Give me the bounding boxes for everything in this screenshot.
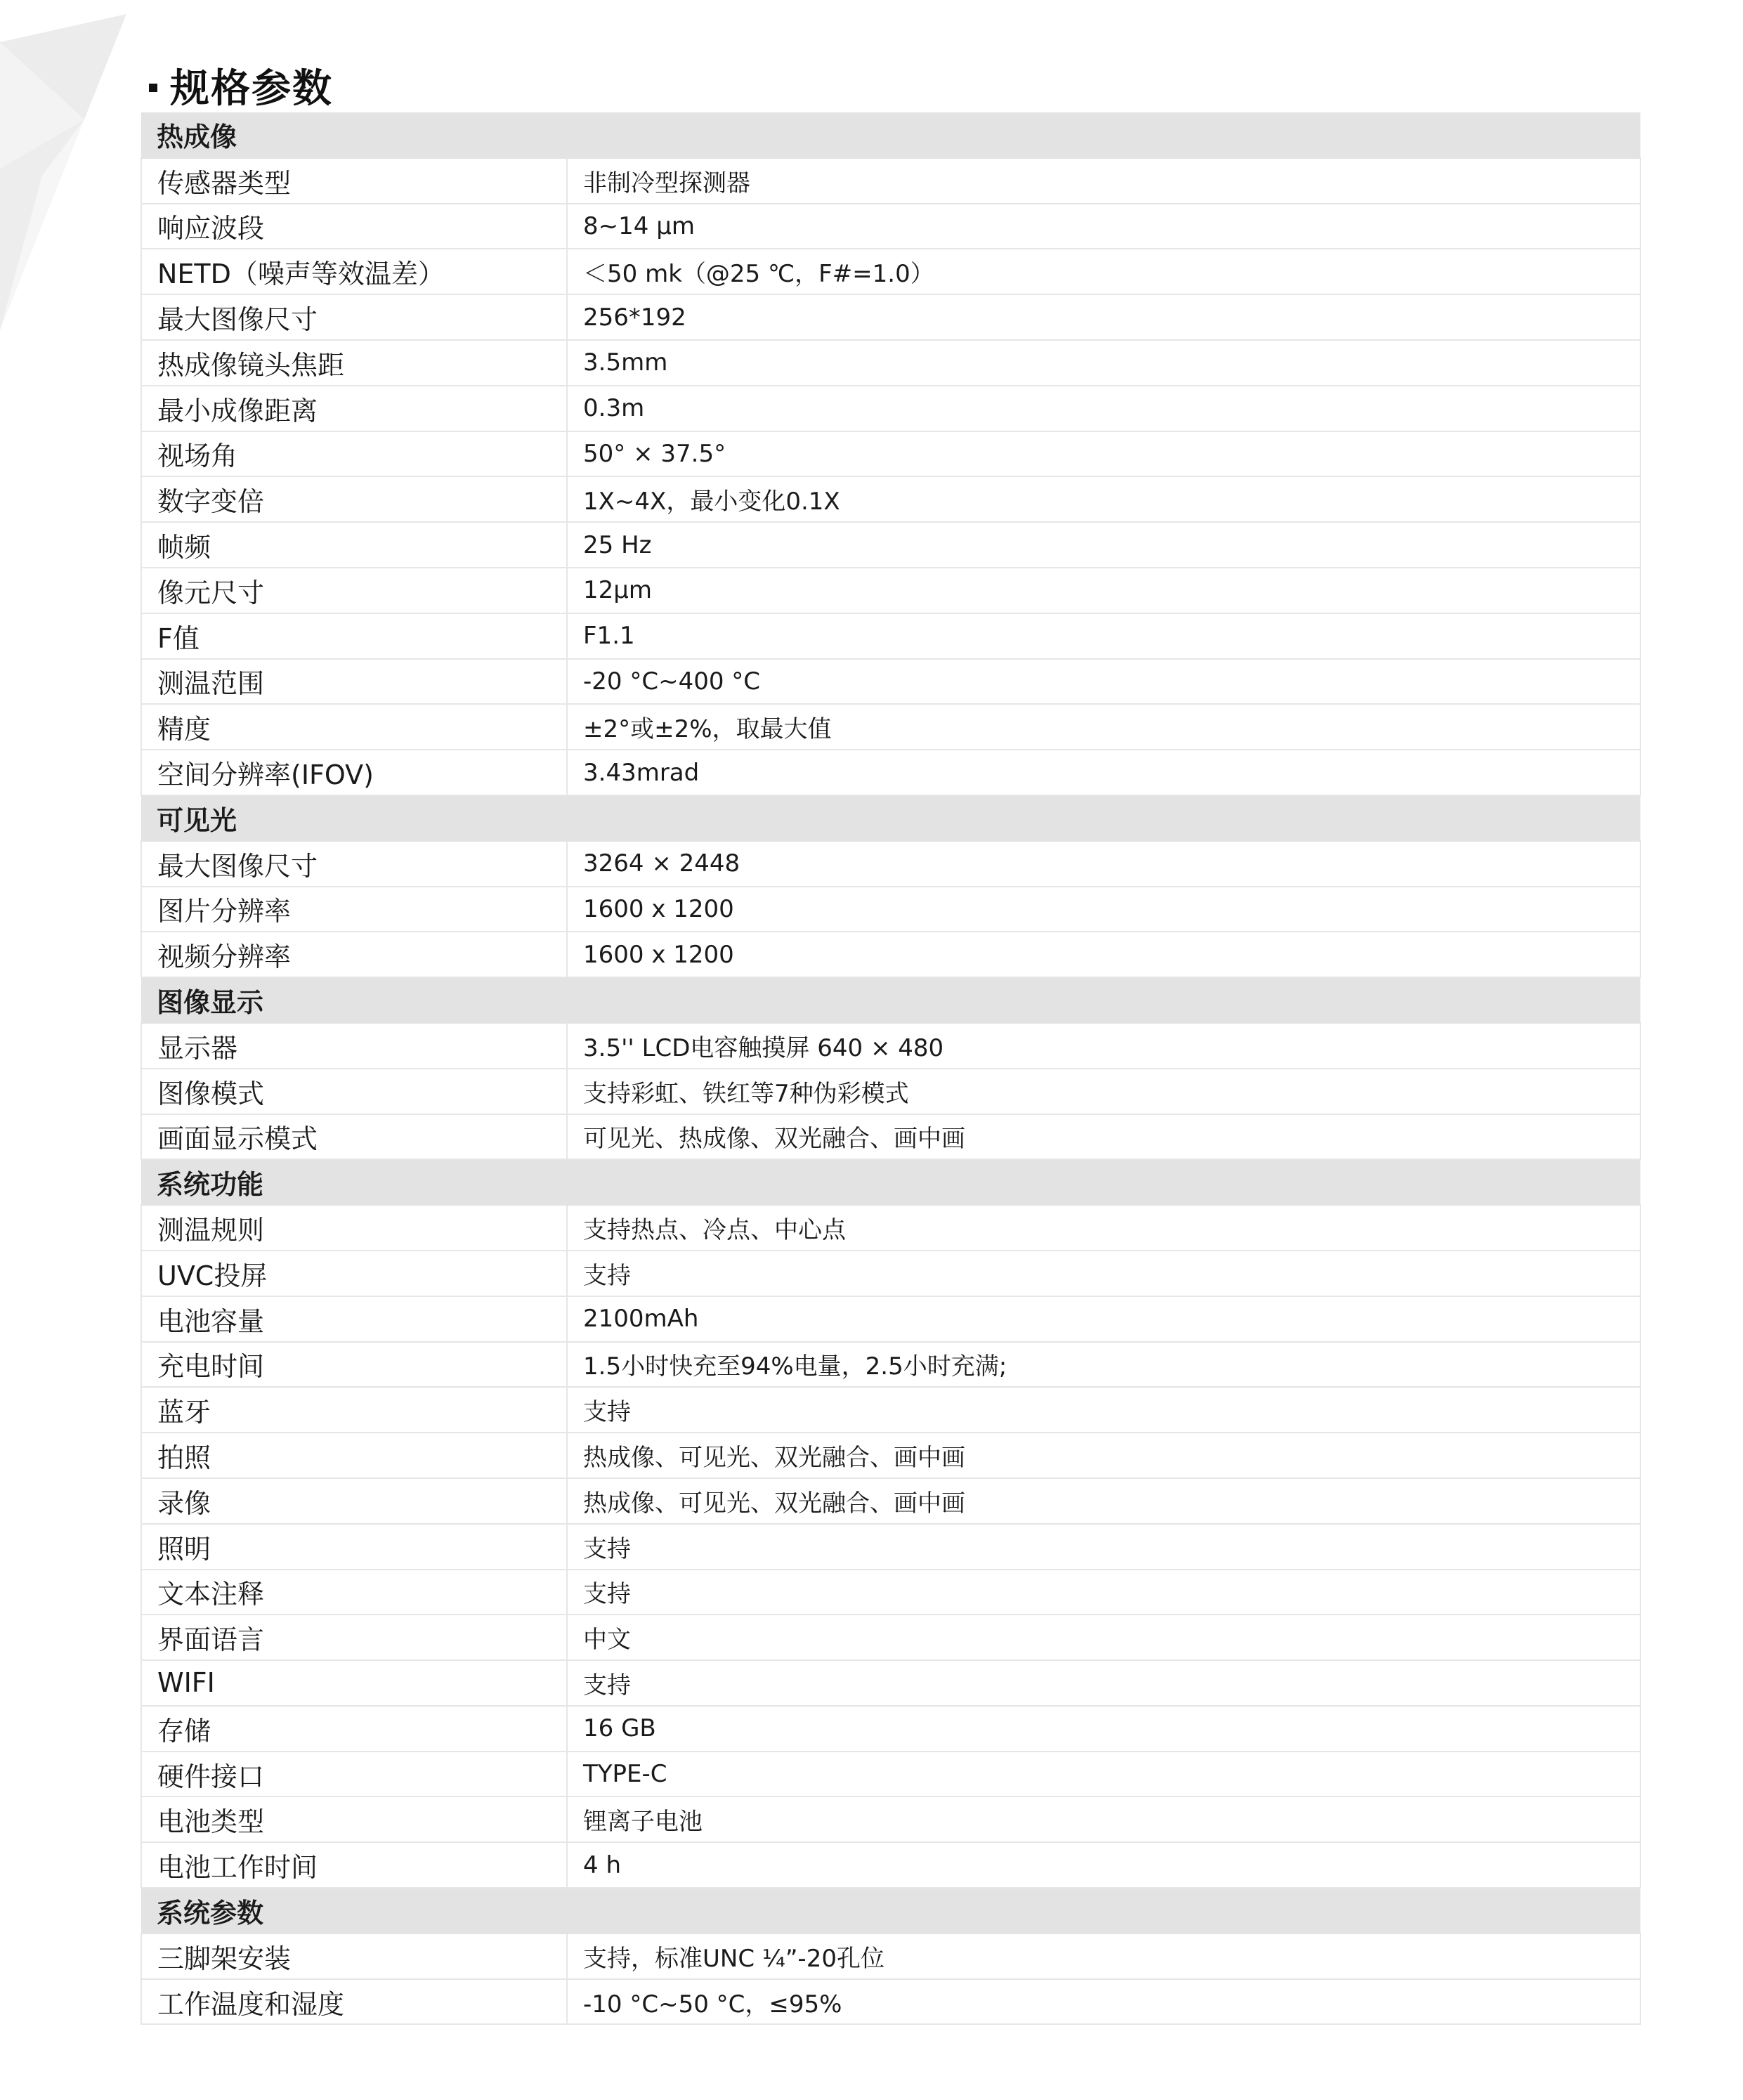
table-row bbox=[141, 386, 1640, 431]
row-label: 显示器 bbox=[141, 1023, 567, 1069]
row-label: 帧频 bbox=[141, 522, 567, 568]
row-label: 数字变倍 bbox=[141, 476, 567, 522]
row-label: 视场角 bbox=[141, 431, 567, 477]
row-value: 支持彩虹、铁红等7种伪彩模式 bbox=[567, 1069, 1640, 1114]
row-value: 8~14 μm bbox=[567, 204, 1640, 249]
row-label: F值 bbox=[141, 613, 567, 659]
row-label: 画面显示模式 bbox=[141, 1114, 567, 1160]
row-label: 最大图像尺寸 bbox=[141, 294, 567, 340]
row-value: ＜50 mk（@25 ℃，F#=1.0） bbox=[567, 249, 1640, 294]
row-value: 256*192 bbox=[567, 294, 1640, 340]
row-value: 3.43mrad bbox=[567, 750, 1640, 795]
spec-table bbox=[141, 112, 1641, 2025]
table-row bbox=[141, 1478, 1640, 1524]
table-row bbox=[141, 1433, 1640, 1478]
row-label: WIFI bbox=[141, 1660, 567, 1706]
row-value: 支持 bbox=[567, 1524, 1640, 1570]
row-label: 存储 bbox=[141, 1706, 567, 1752]
table-row bbox=[141, 841, 1640, 887]
row-value: 0.3m bbox=[567, 386, 1640, 431]
row-value: 4 h bbox=[567, 1842, 1640, 1888]
table-row bbox=[141, 1660, 1640, 1706]
row-value: 锂离子电池 bbox=[567, 1796, 1640, 1842]
table-row bbox=[141, 340, 1640, 386]
section-heading: 可见光 bbox=[141, 795, 1640, 841]
row-value: 支持 bbox=[567, 1660, 1640, 1706]
title-bullet-icon bbox=[149, 84, 157, 92]
table-row bbox=[141, 1979, 1640, 2025]
row-label: 精度 bbox=[141, 704, 567, 750]
page-title bbox=[149, 58, 333, 114]
row-label: 电池工作时间 bbox=[141, 1842, 567, 1888]
row-label: 文本注释 bbox=[141, 1570, 567, 1615]
row-label: 录像 bbox=[141, 1478, 567, 1524]
row-value: 支持，标准UNC ¼”-20孔位 bbox=[567, 1933, 1640, 1979]
row-value: 3264 × 2448 bbox=[567, 841, 1640, 887]
row-label: 响应波段 bbox=[141, 204, 567, 249]
row-value: 50° × 37.5° bbox=[567, 431, 1640, 477]
row-label: UVC投屏 bbox=[141, 1251, 567, 1296]
row-value: 支持 bbox=[567, 1251, 1640, 1296]
table-row bbox=[141, 1706, 1640, 1752]
row-value: ±2°或±2%，取最大值 bbox=[567, 704, 1640, 750]
row-value: 支持热点、冷点、中心点 bbox=[567, 1205, 1640, 1251]
row-value: 支持 bbox=[567, 1570, 1640, 1615]
row-label: 电池类型 bbox=[141, 1796, 567, 1842]
table-row bbox=[141, 1114, 1640, 1160]
row-value: 热成像、可见光、双光融合、画中画 bbox=[567, 1433, 1640, 1478]
row-label: 最大图像尺寸 bbox=[141, 841, 567, 887]
row-value: 非制冷型探测器 bbox=[567, 158, 1640, 204]
section-header-visible bbox=[141, 795, 1640, 841]
page-title-text: 规格参数 bbox=[170, 66, 333, 112]
table-row bbox=[141, 476, 1640, 522]
table-row bbox=[141, 1752, 1640, 1797]
table-row bbox=[141, 704, 1640, 750]
table-row bbox=[141, 750, 1640, 795]
table-row bbox=[141, 431, 1640, 477]
row-label: 照明 bbox=[141, 1524, 567, 1570]
table-row bbox=[141, 659, 1640, 705]
section-heading: 系统参数 bbox=[141, 1888, 1640, 1933]
table-row bbox=[141, 932, 1640, 977]
section-heading: 图像显示 bbox=[141, 977, 1640, 1023]
row-value: 中文 bbox=[567, 1615, 1640, 1660]
table-row bbox=[141, 1069, 1640, 1114]
row-label: 测温范围 bbox=[141, 659, 567, 705]
row-value: 支持 bbox=[567, 1387, 1640, 1433]
row-value: -10 °C~50 °C，≤95% bbox=[567, 1979, 1640, 2025]
table-row bbox=[141, 1205, 1640, 1251]
row-label: 热成像镜头焦距 bbox=[141, 340, 567, 386]
table-row bbox=[141, 1524, 1640, 1570]
corner-decoration bbox=[0, 0, 133, 337]
row-value: 可见光、热成像、双光融合、画中画 bbox=[567, 1114, 1640, 1160]
table-row bbox=[141, 1796, 1640, 1842]
table-row bbox=[141, 1387, 1640, 1433]
table-row bbox=[141, 1023, 1640, 1069]
row-value: 1.5小时快充至94%电量，2.5小时充满; bbox=[567, 1342, 1640, 1388]
row-label: 最小成像距离 bbox=[141, 386, 567, 431]
row-value: 1X~4X，最小变化0.1X bbox=[567, 476, 1640, 522]
row-value: -20 °C~400 °C bbox=[567, 659, 1640, 705]
row-value: 25 Hz bbox=[567, 522, 1640, 568]
table-row bbox=[141, 1296, 1640, 1342]
row-label: 视频分辨率 bbox=[141, 932, 567, 977]
row-label: 电池容量 bbox=[141, 1296, 567, 1342]
row-value: 热成像、可见光、双光融合、画中画 bbox=[567, 1478, 1640, 1524]
table-row bbox=[141, 204, 1640, 249]
row-label: 硬件接口 bbox=[141, 1752, 567, 1797]
table-row bbox=[141, 158, 1640, 204]
row-value: 3.5'' LCD电容触摸屏 640 × 480 bbox=[567, 1023, 1640, 1069]
table-row bbox=[141, 613, 1640, 659]
row-label: 图像模式 bbox=[141, 1069, 567, 1114]
table-row bbox=[141, 1933, 1640, 1979]
table-row bbox=[141, 1251, 1640, 1296]
section-header-functions bbox=[141, 1159, 1640, 1205]
table-row bbox=[141, 1570, 1640, 1615]
table-row bbox=[141, 887, 1640, 932]
row-label: 界面语言 bbox=[141, 1615, 567, 1660]
table-row bbox=[141, 1615, 1640, 1660]
row-label: 传感器类型 bbox=[141, 158, 567, 204]
section-header-thermal bbox=[141, 112, 1640, 158]
row-value: TYPE-C bbox=[567, 1752, 1640, 1797]
row-label: 拍照 bbox=[141, 1433, 567, 1478]
row-value: 12μm bbox=[567, 568, 1640, 613]
section-header-system-params bbox=[141, 1888, 1640, 1933]
row-label: 测温规则 bbox=[141, 1205, 567, 1251]
section-header-display bbox=[141, 977, 1640, 1023]
table-row bbox=[141, 249, 1640, 294]
table-row bbox=[141, 522, 1640, 568]
row-label: 三脚架安装 bbox=[141, 1933, 567, 1979]
row-label: 充电时间 bbox=[141, 1342, 567, 1388]
table-row bbox=[141, 294, 1640, 340]
row-label: 空间分辨率(IFOV) bbox=[141, 750, 567, 795]
row-label: 蓝牙 bbox=[141, 1387, 567, 1433]
section-heading: 热成像 bbox=[141, 112, 1640, 158]
table-row bbox=[141, 568, 1640, 613]
row-value: 16 GB bbox=[567, 1706, 1640, 1752]
row-label: 工作温度和湿度 bbox=[141, 1979, 567, 2025]
row-label: 图片分辨率 bbox=[141, 887, 567, 932]
table-row bbox=[141, 1842, 1640, 1888]
row-value: F1.1 bbox=[567, 613, 1640, 659]
section-heading: 系统功能 bbox=[141, 1159, 1640, 1205]
row-label: NETD（噪声等效温差） bbox=[141, 249, 567, 294]
row-label: 像元尺寸 bbox=[141, 568, 567, 613]
row-value: 1600 x 1200 bbox=[567, 887, 1640, 932]
row-value: 1600 x 1200 bbox=[567, 932, 1640, 977]
row-value: 3.5mm bbox=[567, 340, 1640, 386]
row-value: 2100mAh bbox=[567, 1296, 1640, 1342]
table-row bbox=[141, 1342, 1640, 1388]
